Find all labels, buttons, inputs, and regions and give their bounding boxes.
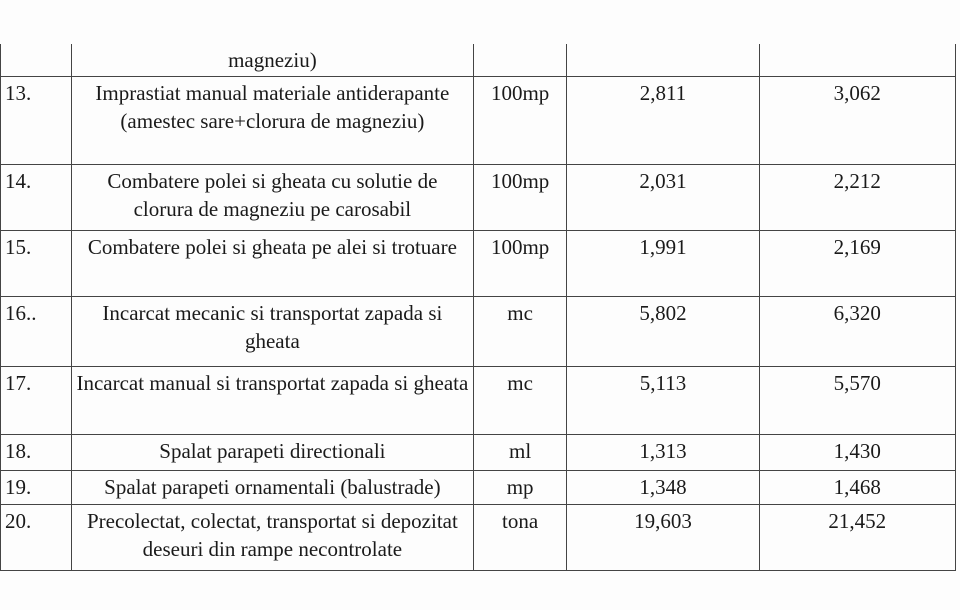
row-number: 15.	[1, 231, 72, 297]
row-value-2: 1,468	[759, 471, 955, 505]
row-value-1	[567, 44, 759, 77]
table-row	[1, 297, 956, 367]
row-description: Incarcat mecanic si transportat zapada si gheata	[71, 297, 473, 367]
row-value-1: 1,348	[567, 471, 759, 505]
row-value-1: 5,113	[567, 367, 759, 435]
row-value-1: 2,811	[567, 77, 759, 165]
row-number: 14.	[1, 165, 72, 231]
row-value-1: 2,031	[567, 165, 759, 231]
row-description: Spalat parapeti directionali	[71, 435, 473, 471]
row-number: 18.	[1, 435, 72, 471]
row-number: 19.	[1, 471, 72, 505]
row-description: Precolectat, colectat, transportat si depozitat deseuri din rampe necontrolate	[71, 505, 473, 571]
row-unit: 100mp	[473, 77, 567, 165]
row-value-2: 21,452	[759, 505, 955, 571]
row-unit: ml	[473, 435, 567, 471]
row-value-2: 2,212	[759, 165, 955, 231]
row-value-2: 3,062	[759, 77, 955, 165]
row-description: Imprastiat manual materiale antiderapante (amestec sare+clorura de magneziu)	[71, 77, 473, 165]
table-row	[1, 44, 956, 77]
row-unit: 100mp	[473, 165, 567, 231]
row-unit: tona	[473, 505, 567, 571]
row-description: magneziu)	[71, 44, 473, 77]
row-number: 16..	[1, 297, 72, 367]
row-number	[1, 44, 72, 77]
row-value-1: 1,313	[567, 435, 759, 471]
row-unit: 100mp	[473, 231, 567, 297]
table-row	[1, 505, 956, 571]
price-table	[0, 44, 956, 571]
table-row	[1, 77, 956, 165]
row-number: 17.	[1, 367, 72, 435]
row-unit: mc	[473, 297, 567, 367]
table-row	[1, 367, 956, 435]
table-row	[1, 231, 956, 297]
row-value-2: 2,169	[759, 231, 955, 297]
row-number: 20.	[1, 505, 72, 571]
table-row	[1, 435, 956, 471]
row-number: 13.	[1, 77, 72, 165]
row-unit	[473, 44, 567, 77]
row-unit: mc	[473, 367, 567, 435]
row-unit: mp	[473, 471, 567, 505]
table-row	[1, 165, 956, 231]
row-value-2: 6,320	[759, 297, 955, 367]
row-description: Incarcat manual si transportat zapada si gheata	[71, 367, 473, 435]
row-value-2: 5,570	[759, 367, 955, 435]
table-row	[1, 471, 956, 505]
row-value-1: 5,802	[567, 297, 759, 367]
row-description: Combatere polei si gheata cu solutie de clorura de magneziu pe carosabil	[71, 165, 473, 231]
row-description: Spalat parapeti ornamentali (balustrade)	[71, 471, 473, 505]
row-value-2	[759, 44, 955, 77]
row-value-1: 1,991	[567, 231, 759, 297]
row-description: Combatere polei si gheata pe alei si trotuare	[71, 231, 473, 297]
row-value-1: 19,603	[567, 505, 759, 571]
row-value-2: 1,430	[759, 435, 955, 471]
